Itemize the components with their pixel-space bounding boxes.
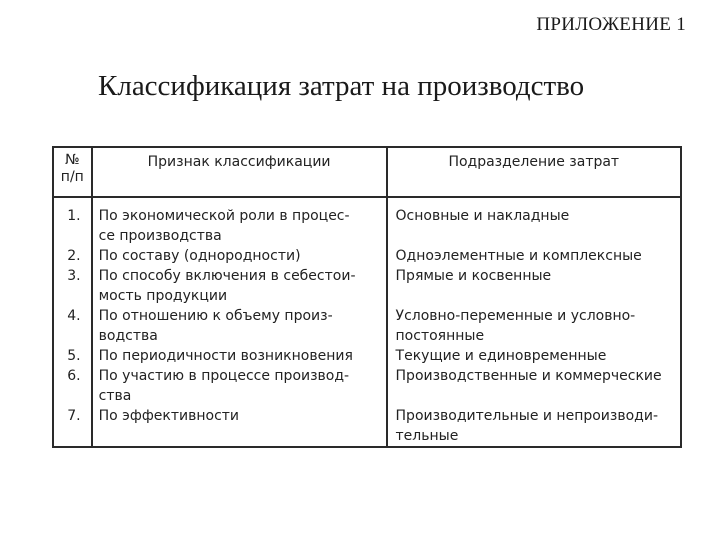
table-row	[53, 246, 681, 266]
row-number: 1.	[53, 197, 92, 246]
row-number: 7.	[53, 406, 92, 447]
header-number-abbr: п/п	[60, 169, 84, 185]
table-row	[53, 346, 681, 366]
row-division	[387, 266, 681, 306]
row-sign	[92, 246, 387, 266]
row-division-line: постоянные	[395, 328, 485, 344]
row-division-line: Условно-переменные и условно-	[395, 308, 636, 324]
row-sign	[92, 346, 387, 366]
row-sign	[92, 266, 387, 306]
row-sign-line: По экономической роли в процес-	[98, 208, 350, 224]
row-sign-line: По участию в процессе производ-	[98, 368, 350, 384]
row-number: 3.	[53, 266, 92, 306]
row-sign-line: По способу включения в себестои-	[98, 268, 356, 284]
classification-table	[52, 146, 682, 448]
row-sign-line: ства	[98, 388, 132, 404]
row-sign	[92, 366, 387, 406]
header-number-symbol: №	[65, 152, 80, 168]
row-division-line: Основные и накладные	[395, 208, 570, 224]
header-cost-division: Подразделение затрат	[387, 147, 681, 197]
row-sign-line: По отношению к объему произ-	[98, 308, 333, 324]
row-sign-line: мость продукции	[98, 288, 228, 304]
row-sign-line: По периодичности возникновения	[98, 348, 353, 364]
row-division	[387, 306, 681, 346]
table-row	[53, 197, 681, 246]
row-sign-line: По составу (однородности)	[98, 248, 301, 264]
header-number	[53, 147, 92, 197]
table-row	[53, 306, 681, 346]
row-sign-line: се производства	[98, 228, 222, 244]
row-number: 4.	[53, 306, 92, 346]
row-number: 5.	[53, 346, 92, 366]
appendix-label: ПРИЛОЖЕНИЕ 1	[536, 14, 686, 35]
row-number: 2.	[53, 246, 92, 266]
row-division	[387, 406, 681, 447]
row-sign-line: По эффективности	[98, 408, 240, 424]
table-header-row	[53, 147, 681, 197]
row-sign	[92, 406, 387, 447]
row-division	[387, 366, 681, 406]
row-sign	[92, 197, 387, 246]
row-sign	[92, 306, 387, 346]
row-division-line: Производственные и коммерческие	[395, 368, 662, 384]
row-division-line: Текущие и единовременные	[395, 348, 607, 364]
row-sign-line: водства	[98, 328, 158, 344]
row-division-line: Одноэлементные и комплексные	[395, 248, 642, 264]
row-division-line: Прямые и косвенные	[395, 268, 552, 284]
table-row	[53, 366, 681, 406]
row-division-line: Производительные и непроизводи-	[395, 408, 658, 424]
table-row	[53, 266, 681, 306]
table-row	[53, 406, 681, 447]
page-title: Классификация затрат на производство	[98, 70, 585, 102]
row-division	[387, 346, 681, 366]
row-number: 6.	[53, 366, 92, 406]
row-division	[387, 246, 681, 266]
row-division	[387, 197, 681, 246]
header-classification-sign: Признак классификации	[92, 147, 387, 197]
row-division-line: тельные	[395, 428, 459, 444]
